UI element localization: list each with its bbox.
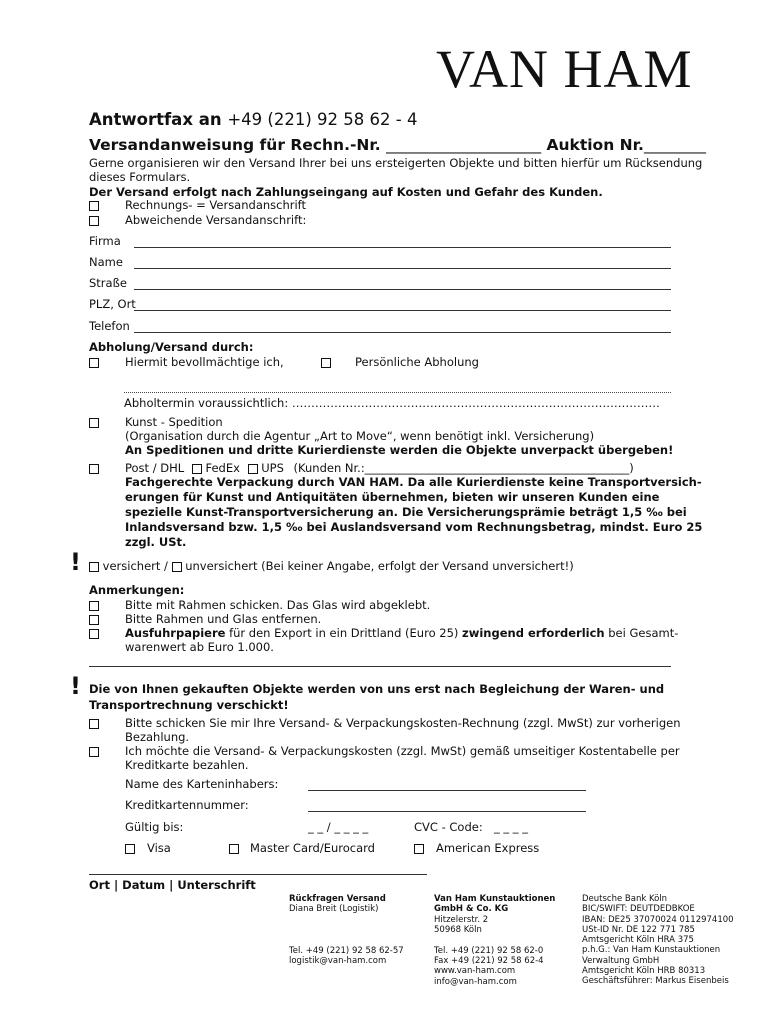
packaging-line: Fachgerechte Verpackung durch VAN HAM. Da alle Kurierdienste keine Transportversich- <box>125 475 702 489</box>
mandatory-bold: zwingend erforderlich <box>462 626 605 640</box>
footer-contact-title: Rückfragen Versand <box>289 894 386 904</box>
uninsured-label: unversichert (Bei keiner Angabe, erfolgt der Versand unversichert!) <box>185 559 574 573</box>
cvc-label: CVC - Code: <box>414 820 483 834</box>
footer-bank-line: p.h.G.: Van Ham Kunstauktionen <box>582 945 721 956</box>
valid-field[interactable]: _ _ / _ _ _ _ <box>308 820 369 834</box>
customer-number-field[interactable]: (Kunden Nr.:______________________________________________) <box>293 461 634 475</box>
field-firma-line[interactable] <box>134 247 671 248</box>
payment-invoice-label-1: Bitte schicken Sie mir Ihre Versand- & Verpackungskosten-Rechnung (zzgl. MwSt) zur vorherigen <box>125 716 681 730</box>
payment-option-invoice[interactable] <box>89 716 99 730</box>
packaging-text <box>125 475 702 550</box>
ups-checkbox-icon[interactable] <box>248 464 258 474</box>
card-visa-label: Visa <box>147 841 171 855</box>
spedition-warning: An Speditionen und dritte Kurierdienste werden die Objekte unverpackt übergeben! <box>125 443 674 457</box>
footer-company-name2: GmbH & Co. KG <box>434 904 509 915</box>
warning-exclamation-icon: ! <box>70 548 81 576</box>
pickup-option-authorize-label: Hiermit bevollmächtige ich, <box>125 355 284 369</box>
footer-company-email[interactable]: info@van-ham.com <box>434 976 517 987</box>
card-option-mastercard[interactable] <box>229 841 375 855</box>
footer-company-street: Hitzelerstr. 2 <box>434 914 489 925</box>
authorized-person-line[interactable] <box>124 392 671 393</box>
remark-export-line2: warenwert ab Euro 1.000. <box>125 640 274 654</box>
payment-creditcard-label-1: Ich möchte die Versand- & Verpackungskosten (zzgl. MwSt) gemäß umseitiger Kostentabelle per <box>125 744 680 758</box>
packaging-line: zzgl. USt. <box>125 535 187 549</box>
payment-invoice-label-2: Bezahlung. <box>125 730 190 744</box>
field-phone-label: Telefon <box>89 319 130 333</box>
checkbox-icon[interactable] <box>89 358 99 368</box>
footer-contact-email[interactable]: logistik@van-ham.com <box>289 955 387 966</box>
signature-line[interactable] <box>89 874 427 875</box>
footer-contact-name: Diana Breit (Logistik) <box>289 904 379 915</box>
insurance-row <box>89 559 574 573</box>
checkbox-icon[interactable] <box>89 216 99 226</box>
remarks-heading: Anmerkungen: <box>89 583 185 597</box>
signature-label: Ort | Datum | Unterschrift <box>89 878 256 892</box>
invoice-number-blank[interactable]: ____________________ <box>386 136 542 154</box>
footer-company-tel: Tel. +49 (221) 92 58 62-0 <box>434 945 544 956</box>
remark-remove-frame-label: Bitte Rahmen und Glas entfernen. <box>125 612 322 626</box>
address-option-different[interactable] <box>89 213 307 227</box>
footer-company-fax: Fax +49 (221) 92 58 62-4 <box>434 955 544 966</box>
valid-label: Gültig bis: <box>125 820 184 834</box>
packaging-line: erungen für Kunst und Antiquitäten übernehmen, bieten wir unseren Kunden eine <box>125 490 660 504</box>
remark-option-frame[interactable] <box>89 598 431 612</box>
remark-option-export[interactable] <box>89 626 99 640</box>
remark-option-remove-frame[interactable] <box>89 612 322 626</box>
card-mastercard-label: Master Card/Eurocard <box>250 841 375 855</box>
footer-bank-line: Verwaltung GmbH <box>582 955 660 966</box>
field-name-label: Name <box>89 255 123 269</box>
payment-creditcard-label-2: Kreditkarte bezahlen. <box>125 758 249 772</box>
pickup-date-label <box>124 396 660 410</box>
remarks-free-text-line[interactable] <box>89 666 671 667</box>
payment-option-creditcard[interactable] <box>89 744 99 758</box>
footer-bank-line: IBAN: DE25 37070024 0112974100 <box>582 914 734 925</box>
intro-warning: Der Versand erfolgt nach Zahlungseingang auf Kosten und Gefahr des Kunden. <box>89 185 603 199</box>
checkbox-icon[interactable] <box>89 601 99 611</box>
fax-header <box>89 110 417 129</box>
footer-bank <box>582 894 734 987</box>
packaging-line: Inlandsversand bzw. 1,5 ‰ bei Auslandsversand vom Rechnungsbetrag, mindst. Euro 25 <box>125 520 703 534</box>
pickup-option-authorize[interactable] <box>89 355 284 369</box>
pickup-heading: Abholung/Versand durch: <box>89 340 254 354</box>
footer-bank-line: Deutsche Bank Köln <box>582 894 668 904</box>
form-title <box>89 136 706 154</box>
footer-company-city: 50968 Köln <box>434 924 482 935</box>
export-text-end: bei Gesamt- <box>604 626 679 640</box>
field-firma-label: Firma <box>89 234 121 248</box>
checkbox-icon[interactable] <box>125 844 135 854</box>
invoice-label: Versandanweisung für Rechn.-Nr. <box>89 136 381 154</box>
address-option-label: Rechnungs- = Versandanschrift <box>125 198 307 212</box>
fax-label: Antwortfax an <box>89 110 222 129</box>
footer-company <box>434 894 555 987</box>
checkbox-icon[interactable] <box>89 719 99 729</box>
spedition-option[interactable] <box>89 415 99 429</box>
field-name-line[interactable] <box>134 268 671 269</box>
courier-row <box>125 461 634 475</box>
export-papers-bold: Ausfuhrpapiere <box>125 626 226 640</box>
checkbox-icon[interactable] <box>89 464 99 474</box>
payment-heading-1: Die von Ihnen gekauften Objekte werden von uns erst nach Begleichung der Waren- und <box>89 682 665 696</box>
uninsured-checkbox-icon[interactable] <box>172 562 182 572</box>
card-option-amex[interactable] <box>414 841 540 855</box>
card-amex-label: American Express <box>436 841 540 855</box>
footer-bank-line: Geschäftsführer: Markus Eisenbeis <box>582 976 729 987</box>
address-option-same[interactable] <box>89 198 307 212</box>
courier-fedex-label: FedEx <box>205 461 240 475</box>
footer-bank-line: Amtsgericht Köln HRB 80313 <box>582 966 706 977</box>
field-street-line[interactable] <box>134 289 671 290</box>
field-city-line[interactable] <box>134 310 671 311</box>
checkbox-icon[interactable] <box>89 201 99 211</box>
intro-line-2: dieses Formulars. <box>89 170 191 184</box>
warning-exclamation-icon: ! <box>70 672 81 700</box>
cvc-field[interactable]: _ _ _ _ <box>494 820 528 834</box>
insured-checkbox-icon[interactable] <box>89 562 99 572</box>
checkbox-icon[interactable] <box>89 418 99 428</box>
footer-bank-line: Amtsgericht Köln HRA 375 <box>582 935 694 946</box>
pickup-option-personal[interactable] <box>321 355 479 369</box>
field-phone-line[interactable] <box>134 332 671 333</box>
courier-option[interactable] <box>89 461 99 475</box>
van-ham-logo: VAN HAM <box>436 39 693 99</box>
insured-label: versichert / <box>102 559 168 573</box>
cardholder-line[interactable] <box>308 790 586 791</box>
packaging-line: spezielle Kunst-Transportversicherung an. Die Versicherungsprämie beträgt 1,5 ‰ bei <box>125 505 687 519</box>
field-street-label: Straße <box>89 276 127 290</box>
checkbox-icon[interactable] <box>229 844 239 854</box>
auction-number-blank[interactable]: ________ <box>643 136 706 154</box>
cardnumber-label: Kreditkartennummer: <box>125 798 249 812</box>
pickup-option-personal-label: Persönliche Abholung <box>355 355 479 369</box>
fax-number: +49 (221) 92 58 62 - 4 <box>227 110 418 129</box>
pickup-date-text: Abholtermin voraussichtlich: …………………………………………………………………………………… <box>124 396 660 410</box>
spedition-label: Kunst - Spedition <box>125 415 223 429</box>
payment-heading-2: Transportrechnung verschickt! <box>89 698 289 712</box>
footer-bank-line: USt-ID Nr. DE 122 771 785 <box>582 924 695 935</box>
fedex-checkbox-icon[interactable] <box>192 464 202 474</box>
cardnumber-line[interactable] <box>308 811 586 812</box>
checkbox-icon[interactable] <box>321 358 331 368</box>
remark-export-label <box>125 626 678 640</box>
export-text: für den Export in ein Drittland (Euro 25) <box>225 626 463 640</box>
checkbox-icon[interactable] <box>89 629 99 639</box>
checkbox-icon[interactable] <box>89 747 99 757</box>
card-option-visa[interactable] <box>125 841 171 855</box>
address-option-label: Abweichende Versandanschrift: <box>125 213 307 227</box>
checkbox-icon[interactable] <box>89 615 99 625</box>
auction-label: Auktion Nr. <box>546 136 644 154</box>
field-city-label: PLZ, Ort <box>89 297 136 311</box>
footer-company-name1: Van Ham Kunstauktionen <box>434 894 556 904</box>
footer-bank-line: BIC/SWIFT: DEUTDEDBKOE <box>582 904 695 915</box>
intro-line-1: Gerne organisieren wir den Versand Ihrer bei uns ersteigerten Objekte und bitten hierfür um Rücksendung <box>89 156 703 170</box>
checkbox-icon[interactable] <box>414 844 424 854</box>
footer-contact-tel: Tel. +49 (221) 92 58 62-57 <box>289 945 404 956</box>
cardholder-label: Name des Karteninhabers: <box>125 777 279 791</box>
courier-post-label: Post / DHL <box>125 461 185 475</box>
footer-company-web[interactable]: www.van-ham.com <box>434 966 516 977</box>
courier-ups-label: UPS <box>261 461 284 475</box>
footer-contact <box>289 894 404 966</box>
spedition-note: (Organisation durch die Agentur „Art to Move“, wenn benötigt inkl. Versicherung) <box>125 429 595 443</box>
remark-frame-label: Bitte mit Rahmen schicken. Das Glas wird abgeklebt. <box>125 598 431 612</box>
